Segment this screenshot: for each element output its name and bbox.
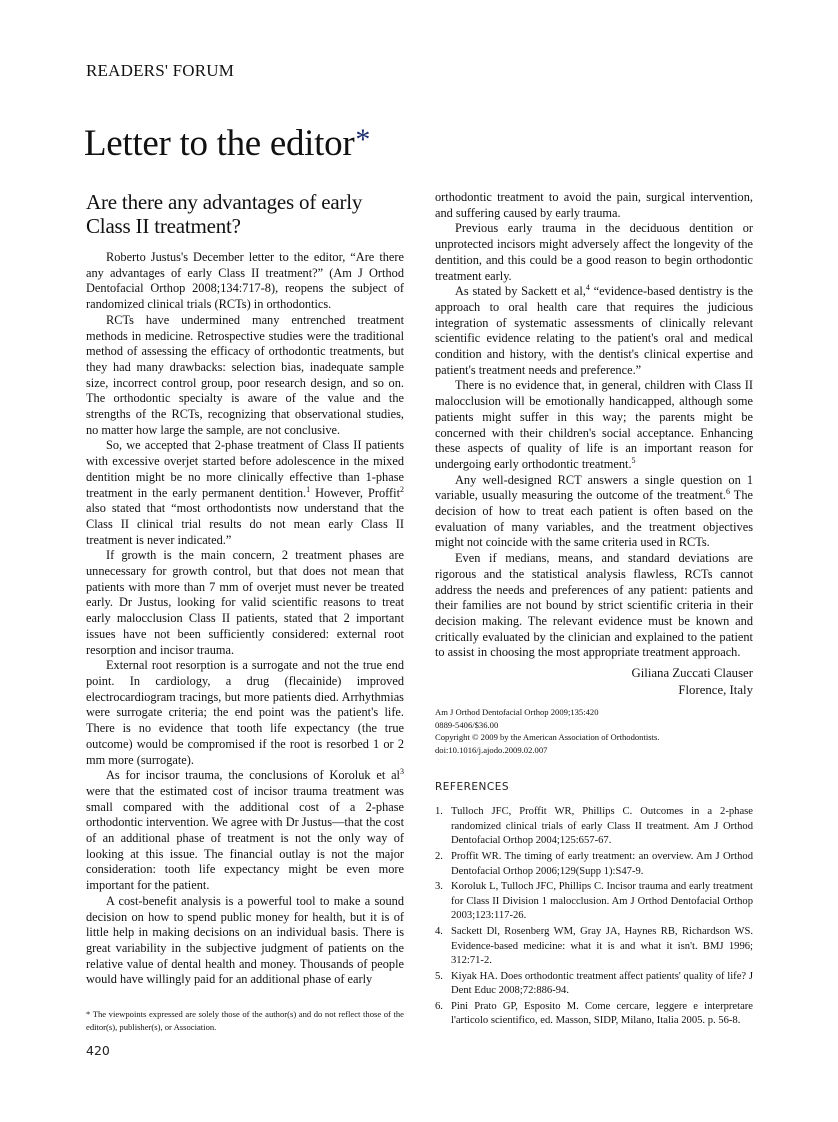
left-column xyxy=(86,190,404,988)
paragraph xyxy=(435,284,753,378)
paragraph-text: However, Proffit xyxy=(310,485,400,500)
reference-item xyxy=(435,850,753,879)
reference-item xyxy=(435,880,753,924)
footnote-asterisk: * xyxy=(355,123,371,156)
paragraph-text: So, we accepted that 2-phase treatment of Class II patients with excessive overjet started before adolescence in the mixed dentition might be no more clinically effective than 1-phase treatment in the early permanent dentition. xyxy=(86,438,404,500)
citation-3[interactable]: 3 xyxy=(400,767,404,777)
paragraph: External root resorption is a surrogate and not the true end point. In cardiology, a drug (flecainide) improved electrocardiogram tracings, but more patients died. Arrhythmias were surrogate criteria; the end point was the patient's life. There is no evidence that tooth life expectancy (the true outcome) would be compromised if the root is resorbed 1 or 2 mm more (surrogate). xyxy=(86,658,404,767)
section-label: READERS' FORUM xyxy=(86,61,235,80)
paragraph: Roberto Justus's December letter to the editor, “Are there any advantages of early Class II treatment?” (Am J Orthod Dentofacial Orthop 2008;134:717-8), reopens the subject of randomized clinical trials (RCTs) in orthodontics. xyxy=(86,250,404,312)
reference-list xyxy=(435,805,753,1029)
reference-item xyxy=(435,925,753,969)
citation-6[interactable]: 6 xyxy=(725,487,730,497)
paragraph: If growth is the main concern, 2 treatment phases are unnecessary for growth control, but that does not mean that patients with more than 7 mm of overjet must never be treated early. Dr Justus, looking for valid scientific reasons to treat early malocclusion Class II patients, stated that 2 important issues have not been sufficiently considered: external root resorption and incisor trauma. xyxy=(86,548,404,657)
reference-text: Pini Prato GP, Esposito M. Come cercare, leggere e interpretare l'articolo scientifico, ed. Masson, SIDP, Milano, Italia 2005. p. 56-8. xyxy=(451,1000,753,1027)
author-name: Giliana Zuccati Clauser xyxy=(631,666,753,681)
author-location: Florence, Italy xyxy=(678,683,753,698)
publication-info xyxy=(435,706,753,756)
reference-number: 5. xyxy=(435,970,443,982)
page-title xyxy=(84,122,370,165)
reference-item xyxy=(435,1000,753,1029)
reference-number: 4. xyxy=(435,925,443,937)
paragraph-text: There is no evidence that, in general, children with Class II malocclusion will be emotionally handicapped, although some patients might suffer in this way; the parents might be concerned with their children's social acceptance. Enhancing these aspects of quality of life is an important reason for undergoing early orthodontic treatment. xyxy=(435,378,753,471)
citation-2[interactable]: 2 xyxy=(400,484,404,494)
reference-text: Kiyak HA. Does orthodontic treatment affect patients' quality of life? J Dent Educ 2008;72:886-94. xyxy=(451,970,753,997)
paragraph: RCTs have undermined many entrenched treatment methods in medicine. Retrospective studies were the traditional method of assessing the efficacy of orthodontic treatments, but they had many drawbacks: selection bias, inadequate sample size, incorrect control group, poor research design, and so on. The orthodontic specialty is aware of the value and the strengths of the RCTs, recognizing that observational studies, no matter how large the sample, are not conclusive. xyxy=(86,312,404,437)
paragraph: Previous early trauma in the deciduous dentition or unprotected incisors might adversely affect the longevity of the dentition, and this could be a good reason to begin orthodontic treatment early. xyxy=(435,221,753,283)
footnote: * The viewpoints expressed are solely those of the author(s) and do not reflect those of the editor(s), publisher(s), or Association. xyxy=(86,1009,404,1032)
paragraph-continued: orthodontic treatment to avoid the pain, surgical intervention, and suffering caused by early trauma. xyxy=(435,190,753,220)
paragraph xyxy=(435,378,753,472)
journal-citation: Am J Orthod Dentofacial Orthop 2009;135:420 xyxy=(435,707,599,718)
reference-text: Koroluk L, Tulloch JFC, Phillips C. Incisor trauma and early treatment for Class II Division 1 malocclusion. Am J Orthod Dentofacial Orthop 2003;123:117-26. xyxy=(451,881,753,922)
letter-heading: Are there any advantages of early Class II treatment? xyxy=(86,190,363,238)
citation-4[interactable]: 4 xyxy=(585,283,590,293)
reference-number: 6. xyxy=(435,1000,443,1012)
page-title-text: Letter to the editor xyxy=(84,123,355,164)
reference-number: 3. xyxy=(435,881,443,893)
paragraph-text: Any well-designed RCT answers a single question on 1 variable, usually measuring the outcome of the treatment. xyxy=(435,472,753,503)
issn-price: 0889-5406/$36.00 xyxy=(435,719,499,730)
page-number: 420 xyxy=(86,1043,110,1058)
reference-text: Tulloch JFC, Proffit WR, Phillips C. Outcomes in a 2-phase randomized clinical trials of early Class II treatment. Am J Orthod Dentofacial Orthop 2004;125:657-67. xyxy=(451,806,753,847)
right-column xyxy=(435,190,753,1030)
paragraph xyxy=(86,438,404,548)
paragraph-text: were that the estimated cost of incisor trauma treatment was small compared with the additional cost of a 2-phase orthodontic intervention. We agree with Dr Justus—that the cost of an additional phase of treatment is not the only way of looking at this issue. The financial outlay is not the major consideration: tooth life expectancy might be even more important for the patient. xyxy=(86,783,404,893)
citation-5[interactable]: 5 xyxy=(631,455,636,465)
reference-number: 1. xyxy=(435,806,443,818)
paragraph-text: also stated that “most orthodontists now understand that the Class II clinical trial results do not mean early Class II treatment is never indicated.” xyxy=(86,501,404,547)
paragraph xyxy=(86,768,404,894)
paragraph-text: “evidence-based dentistry is the approach to oral health care that requires the judicious integration of systematic assessments of clinically relevant scientific evidence relating to the patient's oral and medical condition and history, with the dentist's clinical expertise and patient's treatment needs and preference.” xyxy=(435,284,753,377)
paragraph-text: As for incisor trauma, the conclusions of Koroluk et al xyxy=(106,768,400,783)
citation-1[interactable]: 1 xyxy=(306,484,311,494)
references-heading: REFERENCES xyxy=(435,781,510,794)
paragraph xyxy=(435,473,753,552)
paragraph-text: The decision of how to treat each patient is often based on the evaluation of many variables, and the treatment objectives might not coincide with the same criteria used in RCTs. xyxy=(435,488,753,550)
copyright-notice: Copyright © 2009 by the American Association of Orthodontists. xyxy=(435,732,660,743)
reference-text: Proffit WR. The timing of early treatment: an overview. Am J Orthod Dentofacial Orthop 2006;129(Supp 1):S47-9. xyxy=(451,850,753,877)
reference-number: 2. xyxy=(435,850,443,862)
reference-item xyxy=(435,805,753,849)
signature-block xyxy=(435,665,753,699)
doi-link[interactable]: doi:10.1016/j.ajodo.2009.02.007 xyxy=(435,744,548,755)
paragraph: A cost-benefit analysis is a powerful tool to make a sound decision on how to spend public money for health, but it is of little help in making decisions on an individual basis. There is great variability in the subjective judgment of patients on the relative value of dental health and money. Thousands of people would have willingly paid for an additional phase of early xyxy=(86,893,404,987)
reference-text: Sackett Dl, Rosenberg WM, Gray JA, Haynes RB, Richardson WS. Evidence-based medicine: what it is and what it isn't. BMJ 1996; 312:71-2. xyxy=(451,925,753,967)
reference-item xyxy=(435,970,753,999)
paragraph-text: As stated by Sackett et al, xyxy=(455,284,586,299)
paragraph: Even if medians, means, and standard deviations are rigorous and the statistical analysis flawless, RCTs cannot address the needs and preferences of any patient: patients and their families are not bound by strict scientific criteria in their decision making. The relevant evidence must be known and critically evaluated by the clinician and explained to the patient to assist in choosing the most appropriate treatment approach. xyxy=(435,551,753,660)
